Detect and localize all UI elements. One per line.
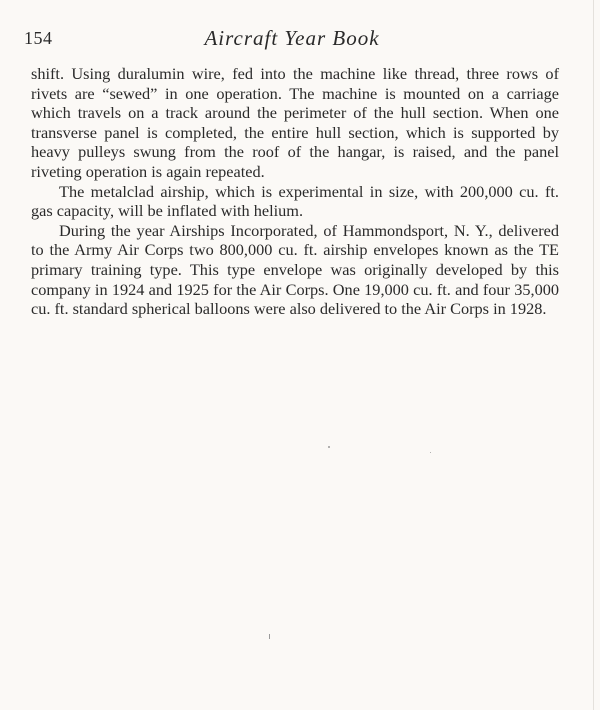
page-edge (593, 0, 594, 710)
paper-speck (328, 446, 330, 448)
paragraph-metalclad: The metalclad airship, which is experimental in size, with 200,000 cu. ft. gas capacity, will be inflated with helium. (31, 181, 559, 221)
page-header (24, 26, 560, 54)
page-number: 154 (24, 28, 53, 48)
paragraph-continuation: shift. Using duralumin wire, fed into the machine like thread, three rows of rivets are “sewed” in one operation. The machine is mounted on a carriage which travels on a track around the perimeter of the hull section. When one transverse panel is completed, the entire hull section, which is supported by heavy pulleys swung from the roof of the hangar, is raised, and the panel riveting operation is again repeated. (31, 64, 559, 181)
paragraph-airships-inc: During the year Airships Incorporated, of Hammondsport, N. Y., delivered to the Army Air Corps two 800,000 cu. ft. airship envelopes known as the TE primary training type. This type envelope was originally developed by this company in 1924 and 1925 for the Air Corps. One 19,000 cu. ft. and four 35,000 cu. ft. standard spherical balloons were also delivered to the Air Corps in 1928. (31, 220, 559, 319)
running-title: Aircraft Year Book (204, 26, 380, 50)
paper-speck (269, 634, 270, 639)
paper-speck (430, 452, 431, 453)
body-text (31, 64, 559, 319)
